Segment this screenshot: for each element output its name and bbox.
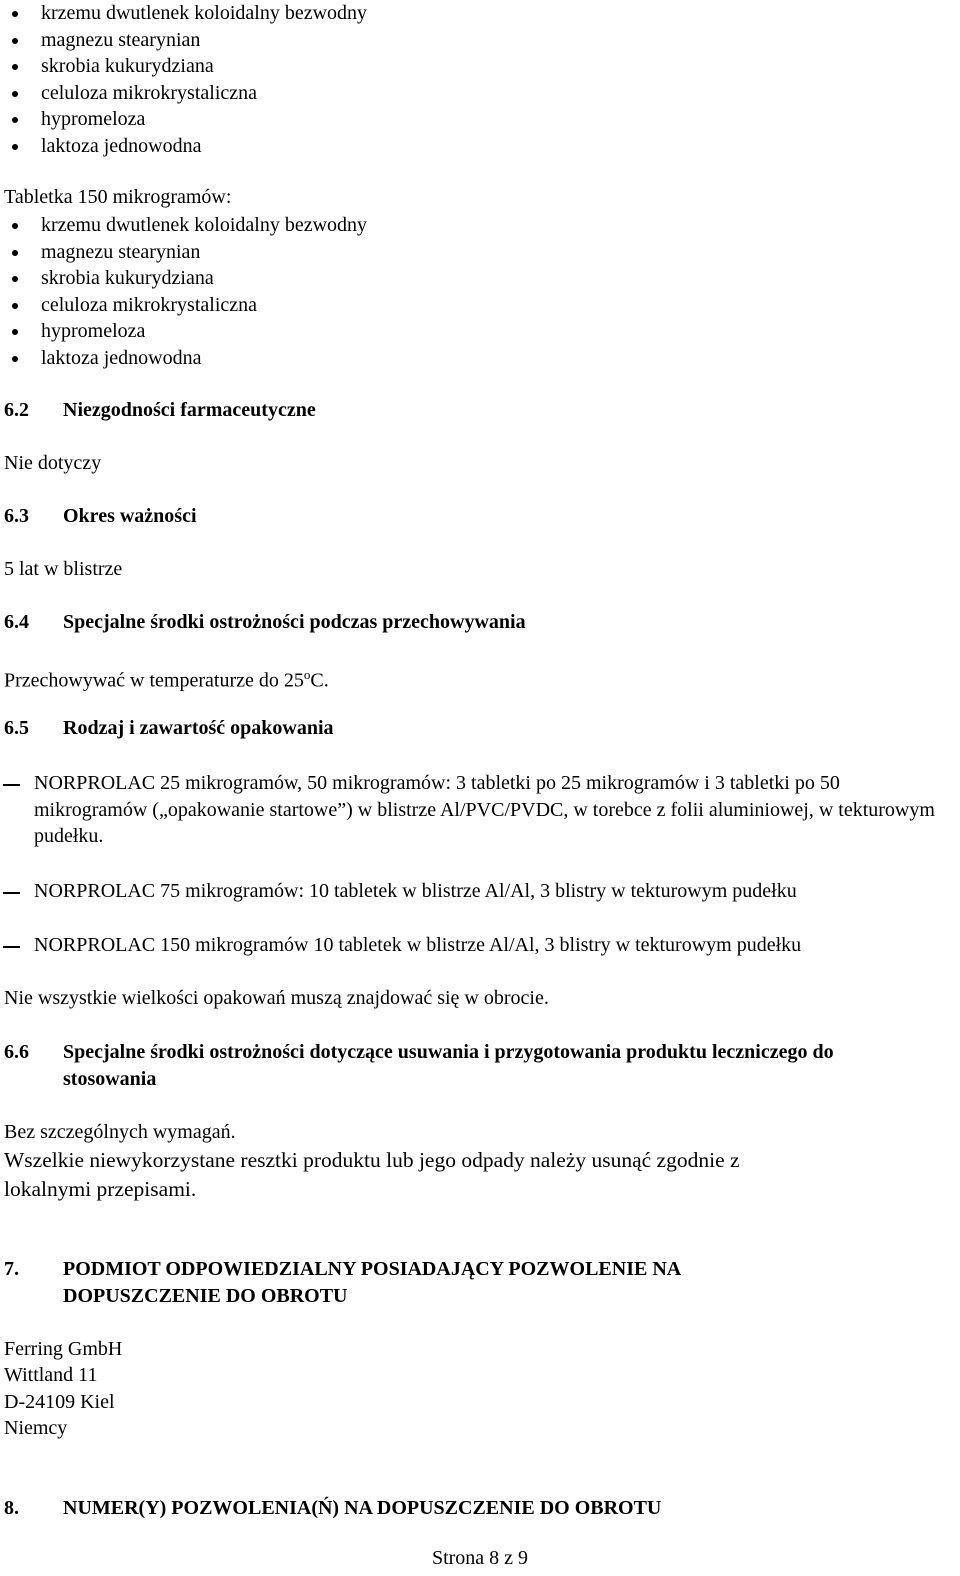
list-item: krzemu dwutlenek koloidalny bezwodny <box>0 0 367 27</box>
bullet-icon <box>12 223 18 229</box>
list-item: hypromeloza <box>0 106 367 133</box>
bullet-icon <box>12 38 18 44</box>
list-item: krzemu dwutlenek koloidalny bezwodny <box>0 212 367 239</box>
package-item-1: NORPROLAC 25 mikrogramów, 50 mikrogramów: 3 tabletki po 25 mikrogramów i 3 tabletki po 50 mikrogramów („opakowanie startowe”) w blistrze Al/PVC/PVDC, w torebce z folii aluminiowej, w tekturowym pudełku. <box>34 772 935 847</box>
section-6-4-text: Przechowywać w temperaturze do 25$^o$C. <box>4 667 329 692</box>
ingredient-list-2 <box>0 212 367 371</box>
bullet-icon <box>12 91 18 97</box>
section-6-6-text-2a: Wszelkie niewykorzystane resztki produktu lub jego odpady należy usunąć zgodnie z <box>4 1148 740 1172</box>
bullet-icon <box>12 64 18 70</box>
section-6-2-text: Nie dotyczy <box>4 452 102 474</box>
list-item: laktoza jednowodna <box>0 133 367 160</box>
bullet-icon <box>12 303 18 309</box>
bullet-icon <box>12 117 18 123</box>
list-item: hypromeloza <box>0 318 367 345</box>
page-footer: Strona 8 z 9 <box>431 1547 529 1569</box>
section-6-6-heading: 6.6 Specjalne środki ostrożności dotyczące usuwania i przygotowania produktu leczniczego do stosowania <box>4 1041 834 1090</box>
list-item: magnezu stearynian <box>0 239 367 266</box>
list-item: skrobia kukurydziana <box>0 53 367 80</box>
bullet-icon <box>12 11 18 17</box>
dash-icon <box>3 784 20 786</box>
address-line: D-24109 Kiel <box>4 1391 115 1413</box>
package-item-3: NORPROLAC 150 mikrogramów 10 tabletek w blistrze Al/Al, 3 blistry w tekturowym pudełku <box>34 934 802 956</box>
list-item: celuloza mikrokrystaliczna <box>0 292 367 319</box>
tablet-150-label: Tabletka 150 mikrogramów: <box>4 186 232 208</box>
bullet-icon <box>12 329 18 335</box>
dash-icon <box>3 892 20 894</box>
address-line: Niemcy <box>4 1417 68 1439</box>
bullet-icon <box>12 144 18 150</box>
list-item: celuloza mikrokrystaliczna <box>0 80 367 107</box>
section-6-6-text-1: Bez szczególnych wymagań. <box>4 1121 236 1143</box>
package-note: Nie wszystkie wielkości opakowań muszą znajdować się w obrocie. <box>4 987 549 1009</box>
bullet-icon <box>12 250 18 256</box>
bullet-icon <box>12 276 18 282</box>
section-6-3-text: 5 lat w blistrze <box>4 558 123 580</box>
ingredient-list-1 <box>0 0 367 159</box>
package-item-2: NORPROLAC 75 mikrogramów: 10 tabletek w blistrze Al/Al, 3 blistry w tekturowym pudełku <box>34 880 797 902</box>
list-item: skrobia kukurydziana <box>0 265 367 292</box>
list-item: magnezu stearynian <box>0 27 367 54</box>
section-6-6-text-2b: lokalnymi przepisami. <box>4 1177 197 1201</box>
address-line: Wittland 11 <box>4 1364 98 1386</box>
dash-icon <box>3 946 20 948</box>
section-7-heading: 7. PODMIOT ODPOWIEDZIALNY POSIADAJĄCY POZWOLENIE NA DOPUSZCZENIE DO OBROTU <box>4 1258 682 1307</box>
bullet-icon <box>12 356 18 362</box>
document-page: krzemu dwutlenek koloidalny bezwodny magnezu stearynian skrobia kukurydziana celuloza mikrokrystaliczna hypromeloza laktoza jednowodna Tabletka 150 mikrogramów: krzemu dwutlenek koloidalny bezwodny magnezu stearynian skrobia kukurydziana celuloza mikrokrystaliczna hypromeloza laktoza jednowodna 6.2 Niezgodności farmaceutyczne Nie dotyczy 6.3 Okres ważności 5 lat w blistrze 6.4 Specjalne środki ostrożności podczas przechowywania Przechowywać w temperaturze do 25$^o$C. 6.5 Rodzaj i zawartość opakowania NORPROLAC 25 mikrogramów, 50 mikrogramów: 3 tabletki po 25 mikrogramów i 3 tabletki po 50 mikrogramów („opakowanie startowe”) w blistrze Al/PVC/PVDC, w torebce z folii aluminiowej, w tekturowym pudełku. NORPROLAC 75 mikrogramów: 10 tabletek w blistrze Al/Al, 3 blistry w tekturowym pudełku NORPROLAC 150 mikrogramów 10 tabletek w blistrze Al/Al, 3 blistry w tekturowym pudełku Nie wszystkie wielkości opakowań muszą znajdować się w obrocie. 6.6 Specjalne środki ostrożności dotyczące usuwania i przygotowania produktu leczniczego do stosowania Bez szczególnych wymagań. Wszelkie niewykorzystane resztki produktu lub jego odpady należy usunąć zgodnie z lokalnymi przepisami. 7. PODMIOT ODPOWIEDZIALNY POSIADAJĄCY POZWOLENIE NA DOPUSZCZENIE DO OBROTU Ferring GmbH Wittland 11 D-24109 Kiel Niemcy 8. NUMER(Y) POZWOLENIA(Ń) NA DOPUSZCZENIE DO OBROTU Strona 8 z 9 <box>0 0 960 1576</box>
list-item: laktoza jednowodna <box>0 345 367 372</box>
address-line: Ferring GmbH <box>4 1338 123 1360</box>
